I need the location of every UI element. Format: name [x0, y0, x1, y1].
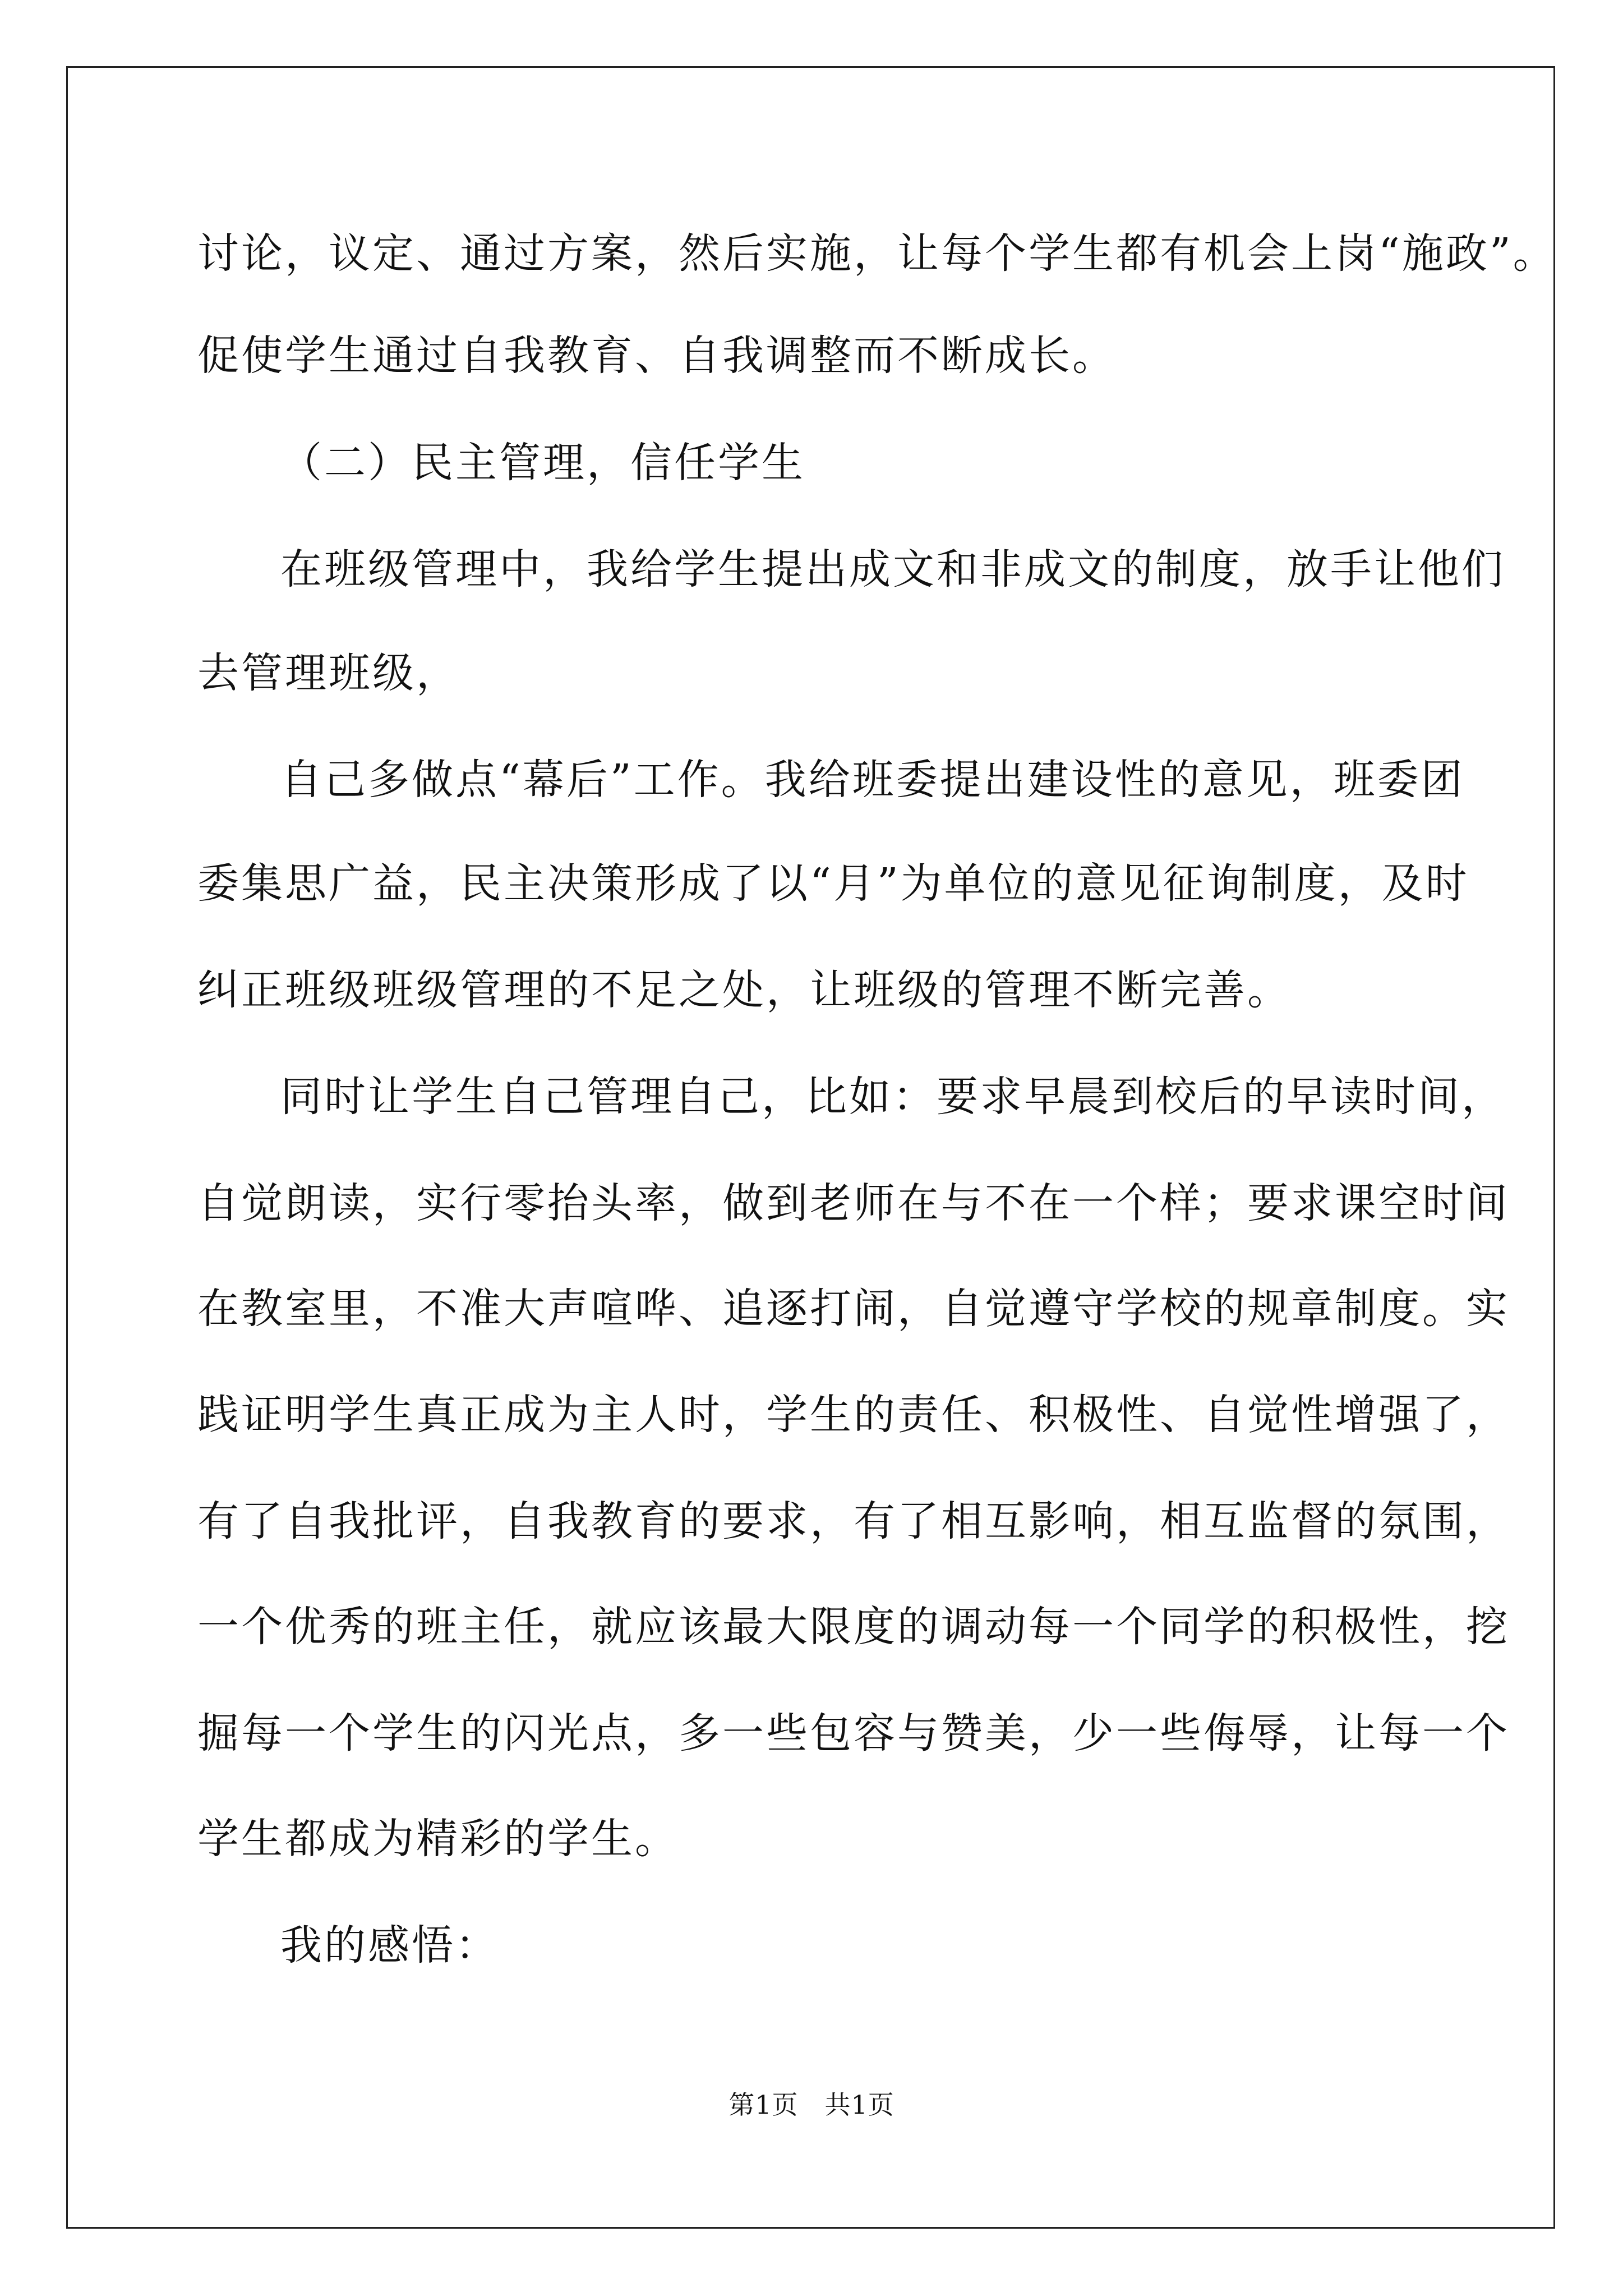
text-line: 在班级管理中，我给学生提出成文和非成文的制度，放手让他们: [280, 545, 1505, 593]
text-line: 纠正班级班级管理的不足之处，让班级的管理不断完善。: [197, 966, 1291, 1014]
page-border: [66, 66, 1555, 2229]
text-line: 践证明学生真正成为主人时，学生的责任、积极性、自觉性增强了，: [197, 1391, 1510, 1439]
text-line: 讨论，议定、通过方案，然后实施，让每个学生都有机会上岗“施政”。: [197, 229, 1557, 278]
page-footer: 第1页 共1页: [728, 2090, 895, 2120]
section-heading: （二）民主管理，信任学生: [280, 439, 805, 487]
text-line: 自己多做点“幕后”工作。我给班委提出建设性的意见，班委团: [280, 756, 1465, 804]
text-line: 我的感悟：: [280, 1921, 499, 1970]
text-line: 掘每一个学生的闪光点，多一些包容与赞美，少一些侮辱，让每一个: [197, 1709, 1510, 1757]
text-line: 自觉朗读，实行零抬头率，做到老师在与不在一个样；要求课空时间: [197, 1179, 1510, 1227]
text-line: 在教室里，不准大声喧哗、追逐打闹，自觉遵守学校的规章制度。实: [197, 1285, 1510, 1333]
text-line: 一个优秀的班主任，就应该最大限度的调动每一个同学的积极性，挖: [197, 1603, 1510, 1651]
text-line: 同时让学生自己管理自己，比如：要求早晨到校后的早读时间，: [280, 1073, 1505, 1121]
text-line: 委集思广益，民主决策形成了以“月”为单位的意见征询制度，及时: [197, 859, 1469, 908]
text-line: 有了自我批评，自我教育的要求，有了相互影响，相互监督的氛围，: [197, 1497, 1510, 1545]
text-line: 去管理班级，: [197, 649, 460, 697]
text-line: 促使学生通过自我教育、自我调整而不断成长。: [197, 332, 1116, 380]
text-line: 学生都成为精彩的学生。: [197, 1815, 679, 1863]
